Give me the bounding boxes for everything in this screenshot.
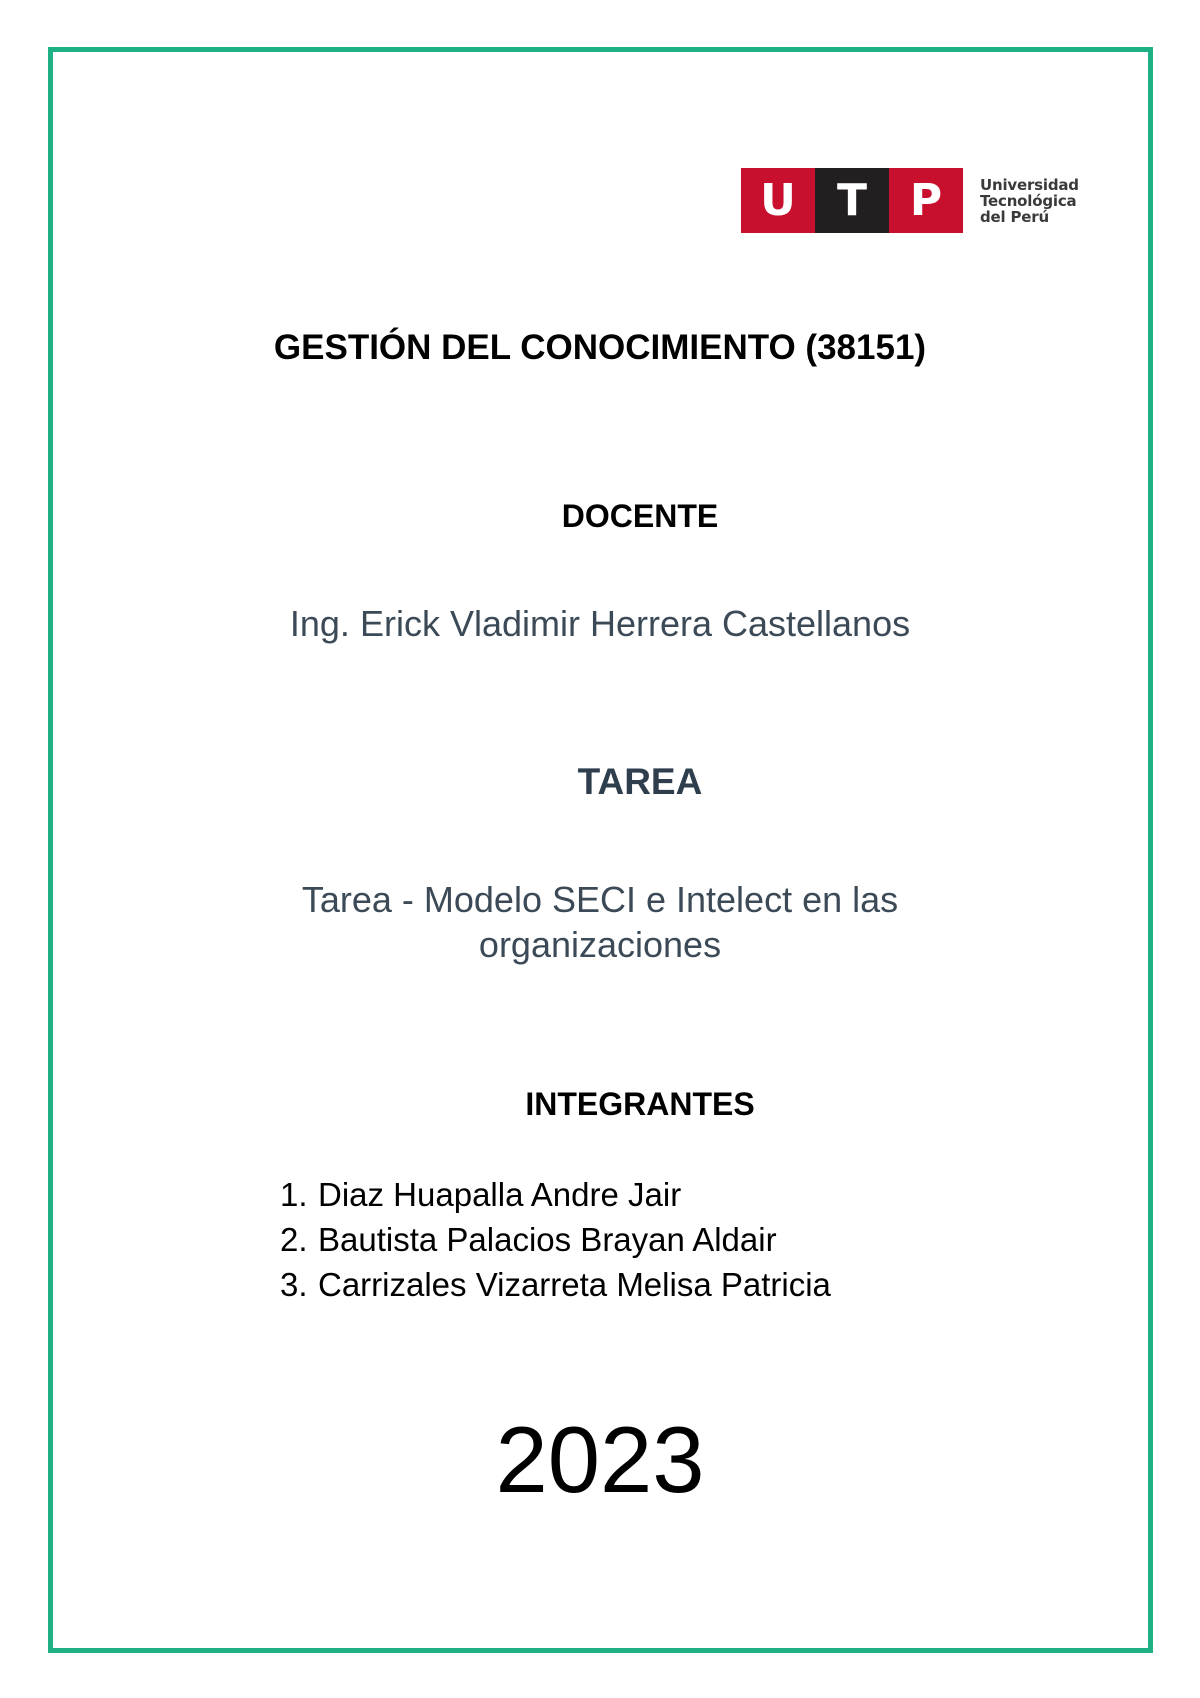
year: 2023	[495, 1407, 705, 1512]
logo-line-3: del Perú	[980, 207, 1049, 226]
logo-letter-u: U	[741, 168, 815, 233]
logo-university-name	[980, 177, 1079, 225]
logo-letter-blocks	[741, 168, 963, 233]
logo-line-1: Universidad	[980, 175, 1079, 194]
member-number: 1.	[280, 1176, 308, 1213]
members-list	[280, 1172, 831, 1307]
member-item	[280, 1262, 831, 1307]
tarea-title-line-2: organizaciones	[478, 924, 722, 965]
tarea-heading: TAREA	[577, 761, 703, 802]
logo-line-2: Tecnológica	[980, 191, 1077, 210]
course-title: GESTIÓN DEL CONOCIMIENTO (38151)	[273, 328, 927, 367]
docente-heading: DOCENTE	[561, 498, 719, 534]
member-item	[280, 1217, 831, 1262]
integrantes-heading: INTEGRANTES	[525, 1086, 755, 1122]
logo-letter-t: T	[815, 168, 889, 233]
member-name: Bautista Palacios Brayan Aldair	[318, 1221, 777, 1258]
tarea-title-line-1: Tarea - Modelo SECI e Intelect en las	[301, 879, 899, 920]
member-name: Carrizales Vizarreta Melisa Patricia	[318, 1266, 831, 1303]
utp-logo	[741, 168, 1079, 233]
logo-letter-p: P	[889, 168, 963, 233]
member-item	[280, 1172, 831, 1217]
tarea-title	[200, 877, 1000, 967]
member-number: 2.	[280, 1221, 308, 1258]
member-number: 3.	[280, 1266, 308, 1303]
docente-name: Ing. Erick Vladimir Herrera Castellanos	[289, 603, 911, 644]
member-name: Diaz Huapalla Andre Jair	[318, 1176, 682, 1213]
